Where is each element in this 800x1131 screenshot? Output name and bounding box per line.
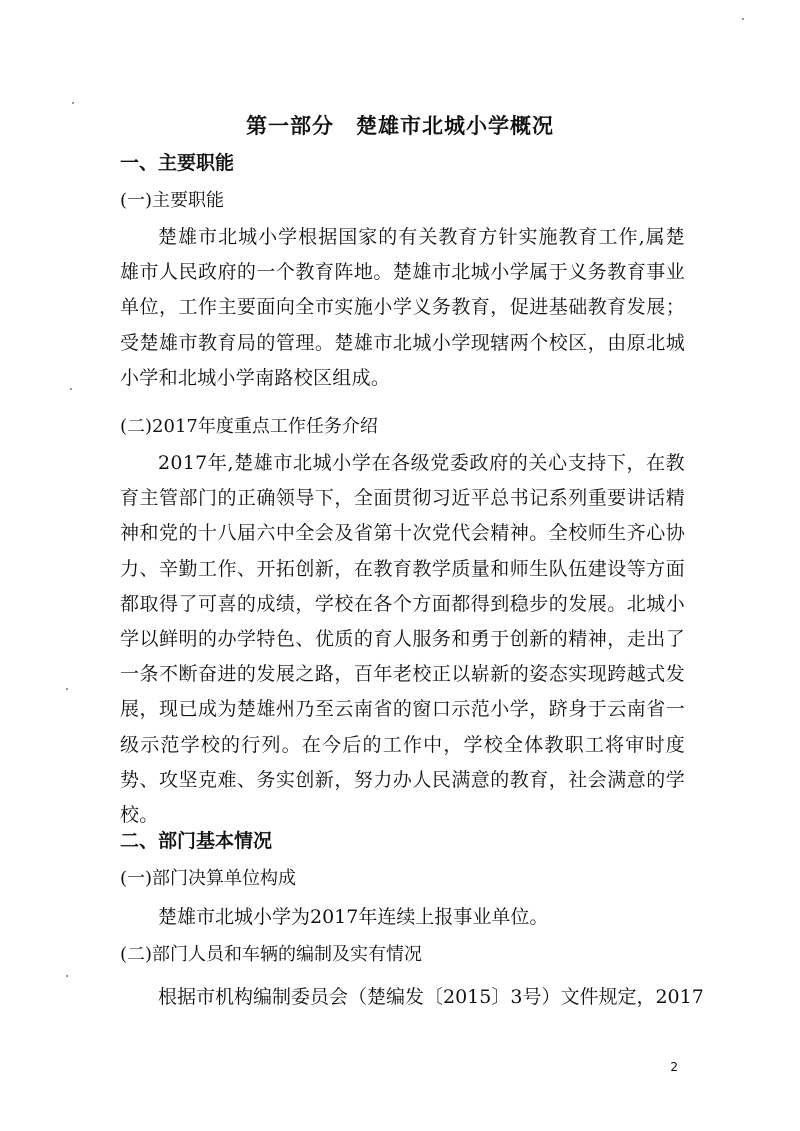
section-1-1-heading: (一)主要职能 <box>120 190 225 211</box>
section-2-2-heading: (二)部门人员和车辆的编制及实有情况 <box>120 944 423 965</box>
section-1-2-heading: (二)2017年度重点工作任务介绍 <box>120 416 378 437</box>
section-1-1-paragraph: 楚雄市北城小学根据国家的有关教育方针实施教育工作,属楚雄市人民政府的一个教育阵地。楚雄市北城小学属于义务教育事业单位，工作主要面向全市实施小学义务教育，促进基础教育发展；受楚雄市教育局的管理。楚雄市北城小学现辖两个校区，由原北城小学和北城小学南路校区组成。 <box>120 226 685 389</box>
scan-speck <box>66 975 68 977</box>
scan-speck <box>66 688 68 690</box>
section-1-2-paragraph: 2017年,楚雄市北城小学在各级党委政府的关心支持下，在教育主管部门的正确领导下，全面贯彻习近平总书记系列重要讲话精神和党的十八届六中全会及省第十次党代会精神。全校师生齐心协力、辛勤工作、开拓创新，在教育教学质量和师生队伍建设等方面都取得了可喜的成绩，学校在各个方面都得到稳步的发展。北城小学以鲜明的办学特色、优质的育人服务和勇于创新的精神，走出了一条不断奋进的发展之路，百年老校正以崭新的姿态实现跨越式发展，现已成为楚雄州乃至云南省的窗口示范小学，跻身于云南省一级示范学校的行列。在今后的工作中，学校全体教职工将审时度势、攻坚克难、务实创新，努力办人民满意的教育，社会满意的学校。 <box>120 452 685 827</box>
page-number: 2 <box>670 1060 678 1074</box>
section-2-2-paragraph: 根据市机构编制委员会（楚编发〔2015〕3号）文件规定，2017 <box>158 986 704 1008</box>
section-2-heading: 二、部门基本情况 <box>120 830 273 852</box>
section-2-1-heading: (一)部门决算单位构成 <box>120 868 297 889</box>
page-title: 第一部分 楚雄市北城小学概况 <box>246 114 554 138</box>
section-1-heading: 一、主要职能 <box>120 152 235 174</box>
scan-speck <box>70 388 72 390</box>
scan-speck <box>742 18 744 20</box>
section-2-1-paragraph: 楚雄市北城小学为2017年连续上报事业单位。 <box>158 906 549 928</box>
scan-speck <box>72 102 74 104</box>
